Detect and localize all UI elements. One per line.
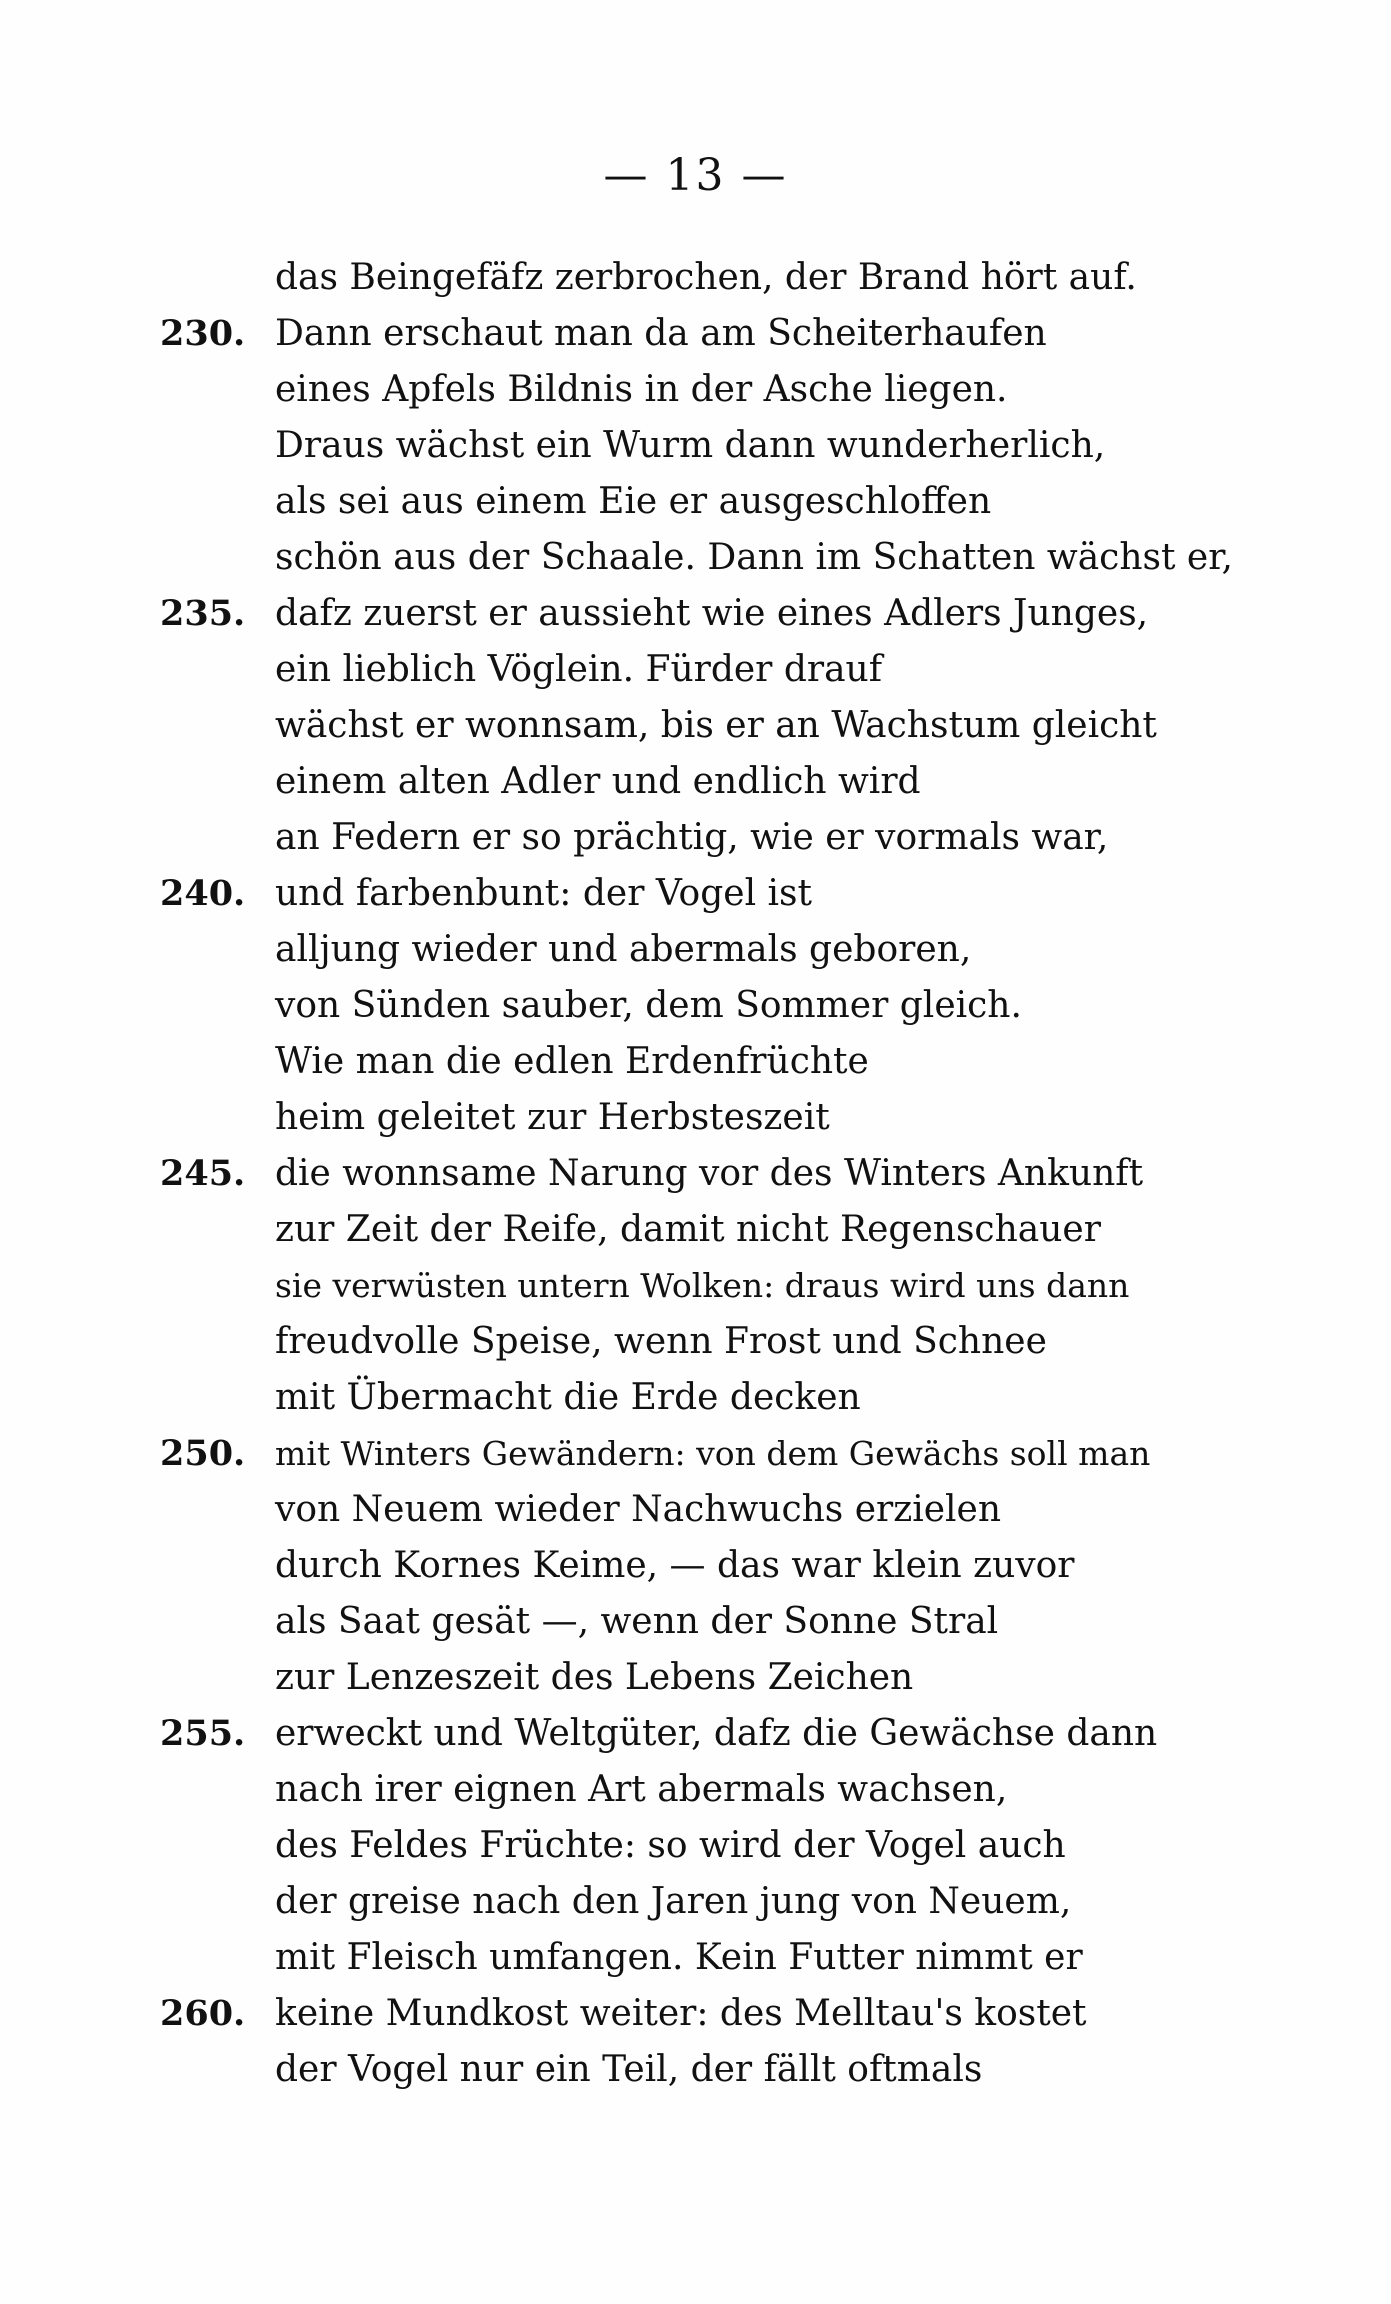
line-number: 245. — [160, 1153, 246, 1194]
poem-line — [0, 1370, 1391, 1426]
line-text: eines Apfels Bildnis in der Asche liegen. — [275, 369, 1008, 410]
line-text: als Saat gesät —, wenn der Sonne Stral — [275, 1601, 999, 1642]
poem-line — [0, 866, 1391, 922]
line-text: mit Fleisch umfangen. Kein Futter nimmt er — [275, 1937, 1083, 1978]
line-text: als sei aus einem Eie er ausgeschloffen — [275, 481, 992, 522]
line-text: von Neuem wieder Nachwuchs erzielen — [275, 1489, 1002, 1530]
poem-line — [0, 530, 1391, 586]
poem-line — [0, 362, 1391, 418]
line-number: 255. — [160, 1713, 246, 1754]
poem-line — [0, 922, 1391, 978]
poem-line — [0, 418, 1391, 474]
line-text: des Feldes Früchte: so wird der Vogel auch — [275, 1825, 1066, 1866]
line-number: 260. — [160, 1993, 246, 2034]
line-text: an Federn er so prächtig, wie er vormals war, — [275, 817, 1109, 858]
line-number: 230. — [160, 313, 246, 354]
page-number: — 13 — — [603, 150, 788, 201]
poem-line — [0, 810, 1391, 866]
line-text: heim geleitet zur Herbsteszeit — [275, 1097, 830, 1138]
poem-line — [0, 1594, 1391, 1650]
line-text: Wie man die edlen Erdenfrüchte — [275, 1041, 869, 1082]
line-text: durch Kornes Keime, — das war klein zuvor — [275, 1545, 1075, 1586]
poem-line — [0, 698, 1391, 754]
poem-line — [0, 642, 1391, 698]
poem-line — [0, 1426, 1391, 1482]
poem-line — [0, 1986, 1391, 2042]
poem-line — [0, 1818, 1391, 1874]
line-text: mit Übermacht die Erde decken — [275, 1377, 861, 1418]
line-number: 235. — [160, 593, 246, 634]
poem-line — [0, 1930, 1391, 1986]
line-text: von Sünden sauber, dem Sommer gleich. — [275, 985, 1022, 1026]
line-text: einem alten Adler und endlich wird — [275, 761, 921, 802]
line-text: ein lieblich Vöglein. Fürder drauf — [275, 649, 883, 690]
poem-line — [0, 586, 1391, 642]
line-text: Draus wächst ein Wurm dann wunderherlich, — [275, 425, 1106, 466]
poem-line — [0, 474, 1391, 530]
line-text: keine Mundkost weiter: des Melltau's kostet — [275, 1993, 1087, 2034]
poem-line — [0, 978, 1391, 1034]
line-number: 240. — [160, 873, 246, 914]
poem-line — [0, 754, 1391, 810]
line-text: schön aus der Schaale. Dann im Schatten wächst er, — [275, 537, 1233, 578]
poem-line — [0, 1202, 1391, 1258]
line-text: sie verwüsten untern Wolken: draus wird uns dann — [275, 1266, 1130, 1305]
line-text: alljung wieder und abermals geboren, — [275, 929, 972, 970]
poem-line — [0, 1146, 1391, 1202]
line-text: Dann erschaut man da am Scheiterhaufen — [275, 313, 1047, 354]
poem-line — [0, 1482, 1391, 1538]
line-text: dafz zuerst er aussieht wie eines Adlers Junges, — [275, 593, 1149, 634]
poem-line — [0, 1258, 1391, 1314]
line-text: und farbenbunt: der Vogel ist — [275, 873, 812, 914]
line-text: der greise nach den Jaren jung von Neuem, — [275, 1881, 1072, 1922]
poem-line — [0, 1874, 1391, 1930]
poem-line — [0, 1650, 1391, 1706]
poem-line — [0, 1090, 1391, 1146]
line-text: zur Zeit der Reife, damit nicht Regenschauer — [275, 1209, 1101, 1250]
line-text: das Beingefäfz zerbrochen, der Brand hört auf. — [275, 257, 1137, 298]
line-text: erweckt und Weltgüter, dafz die Gewächse dann — [275, 1713, 1158, 1754]
line-text: zur Lenzeszeit des Lebens Zeichen — [275, 1657, 914, 1698]
poem-line — [0, 1538, 1391, 1594]
poem-line — [0, 1034, 1391, 1090]
line-text: freudvolle Speise, wenn Frost und Schnee — [275, 1321, 1047, 1362]
poem-line — [0, 1762, 1391, 1818]
poem-line — [0, 2042, 1391, 2098]
poem-line — [0, 250, 1391, 306]
line-text: mit Winters Gewändern: von dem Gewächs soll man — [275, 1434, 1151, 1473]
poem-line — [0, 1314, 1391, 1370]
line-text: der Vogel nur ein Teil, der fällt oftmals — [275, 2049, 983, 2090]
poem-line — [0, 1706, 1391, 1762]
line-text: die wonnsame Narung vor des Winters Ankunft — [275, 1153, 1144, 1194]
line-text: nach irer eignen Art abermals wachsen, — [275, 1769, 1008, 1810]
poem-line — [0, 306, 1391, 362]
line-text: wächst er wonnsam, bis er an Wachstum gleicht — [275, 705, 1157, 746]
line-number: 250. — [160, 1433, 246, 1474]
